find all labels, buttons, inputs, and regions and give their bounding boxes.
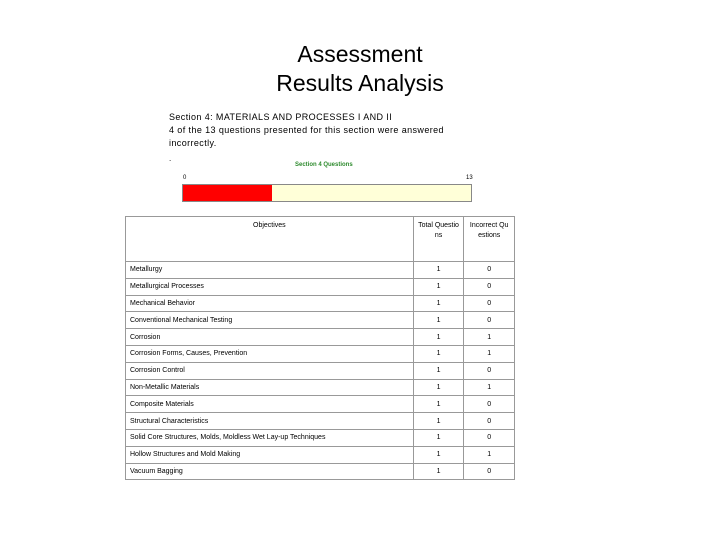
incorrect-cell: 0 xyxy=(464,463,515,480)
incorrect-cell: 0 xyxy=(464,362,515,379)
table-row xyxy=(126,413,515,430)
objective-cell: Non-Metallic Materials xyxy=(126,379,414,396)
objective-cell: Solid Core Structures, Molds, Moldless Wet Lay-up Techniques xyxy=(126,429,414,446)
progress-max-label: 13 xyxy=(466,175,473,181)
header-objectives: Objectives xyxy=(126,217,414,262)
header-total-questions: Total Questions xyxy=(413,217,464,262)
summary-text-line-1: 4 of the 13 questions presented for this section were answered xyxy=(169,125,444,135)
incorrect-cell: 1 xyxy=(464,329,515,346)
incorrect-cell: 0 xyxy=(464,429,515,446)
objective-cell: Corrosion Forms, Causes, Prevention xyxy=(126,345,414,362)
total-cell: 1 xyxy=(413,345,464,362)
incorrect-cell: 1 xyxy=(464,446,515,463)
total-cell: 1 xyxy=(413,463,464,480)
table-row xyxy=(126,312,515,329)
objective-cell: Conventional Mechanical Testing xyxy=(126,312,414,329)
progress-bar-track xyxy=(182,184,472,202)
total-cell: 1 xyxy=(413,446,464,463)
table-row xyxy=(126,429,515,446)
objective-cell: Mechanical Behavior xyxy=(126,295,414,312)
table-row xyxy=(126,345,515,362)
incorrect-cell: 0 xyxy=(464,262,515,279)
page-title xyxy=(0,40,720,98)
total-cell: 1 xyxy=(413,396,464,413)
page-title-line-1: Assessment xyxy=(297,41,423,67)
total-cell: 1 xyxy=(413,262,464,279)
incorrect-cell: 0 xyxy=(464,396,515,413)
progress-bar-title: Section 4 Questions xyxy=(295,162,353,168)
incorrect-cell: 0 xyxy=(464,413,515,430)
header-incorrect-questions: Incorrect Questions xyxy=(464,217,515,262)
section-summary xyxy=(169,111,499,150)
section-heading: Section 4: MATERIALS AND PROCESSES I AND II xyxy=(169,112,393,122)
total-cell: 1 xyxy=(413,362,464,379)
incorrect-cell: 0 xyxy=(464,295,515,312)
objective-cell: Hollow Structures and Mold Making xyxy=(126,446,414,463)
table-row xyxy=(126,379,515,396)
stray-dot: . xyxy=(169,154,172,163)
total-cell: 1 xyxy=(413,413,464,430)
table-row xyxy=(126,362,515,379)
results-table xyxy=(125,216,515,480)
table-row xyxy=(126,446,515,463)
progress-min-label: 0 xyxy=(183,175,187,181)
summary-text-line-2: incorrectly. xyxy=(169,138,217,148)
total-cell: 1 xyxy=(413,379,464,396)
total-cell: 1 xyxy=(413,329,464,346)
incorrect-cell: 0 xyxy=(464,278,515,295)
objective-cell: Vacuum Bagging xyxy=(126,463,414,480)
objective-cell: Corrosion Control xyxy=(126,362,414,379)
objective-cell: Structural Characteristics xyxy=(126,413,414,430)
total-cell: 1 xyxy=(413,429,464,446)
table-row xyxy=(126,278,515,295)
table-header-row xyxy=(126,217,515,262)
objective-cell: Corrosion xyxy=(126,329,414,346)
total-cell: 1 xyxy=(413,295,464,312)
table-row xyxy=(126,262,515,279)
incorrect-cell: 1 xyxy=(464,379,515,396)
incorrect-cell: 0 xyxy=(464,312,515,329)
total-cell: 1 xyxy=(413,312,464,329)
objective-cell: Composite Materials xyxy=(126,396,414,413)
progress-bar-fill-incorrect xyxy=(183,185,272,201)
total-cell: 1 xyxy=(413,278,464,295)
table-row xyxy=(126,295,515,312)
objective-cell: Metallurgy xyxy=(126,262,414,279)
table-row xyxy=(126,463,515,480)
incorrect-cell: 1 xyxy=(464,345,515,362)
table-row xyxy=(126,329,515,346)
objective-cell: Metallurgical Processes xyxy=(126,278,414,295)
page-title-line-2: Results Analysis xyxy=(276,70,444,96)
table-row xyxy=(126,396,515,413)
